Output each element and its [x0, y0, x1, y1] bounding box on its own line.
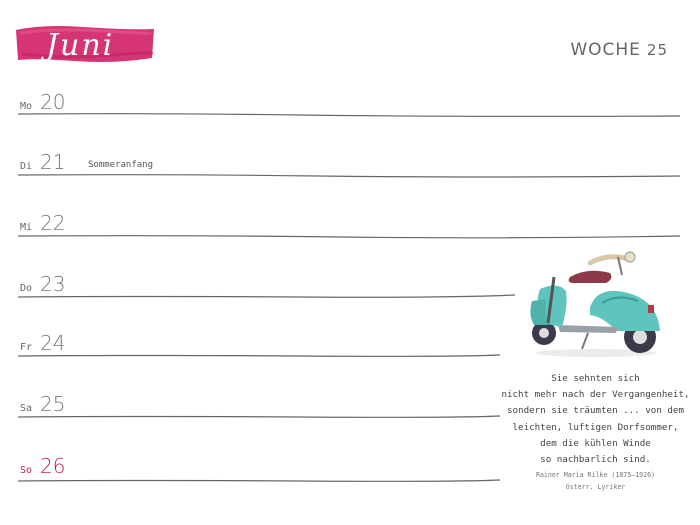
- quote-line: sondern sie träumten ... von dem: [506, 405, 684, 417]
- quote-line: Sie sehnten sich: [551, 373, 640, 384]
- divider-line: [18, 416, 500, 417]
- quote-author-role: österr. Lyriker: [565, 483, 626, 491]
- day-note: Sommeranfang: [88, 160, 154, 170]
- day-abbr: Mo: [20, 101, 33, 112]
- day-abbr: Di: [20, 161, 33, 172]
- divider-line: [18, 355, 500, 356]
- vespa-scooter-illustration: [518, 245, 668, 360]
- divider-line: [18, 295, 515, 297]
- day-number: 22: [40, 211, 66, 235]
- month-title: Juni: [46, 28, 115, 63]
- week-number: 25: [646, 41, 668, 59]
- quote-line: nicht mehr nach der Vergangenheit,: [501, 389, 690, 401]
- day-abbr: Fr: [20, 342, 33, 353]
- week-word: WOCHE: [570, 40, 641, 60]
- quote-line: leichten, luftigen Dorfsommer,: [512, 421, 679, 433]
- day-number: 26: [40, 454, 66, 478]
- quote-line: dem die kühlen Winde: [540, 437, 651, 449]
- day-abbr: Do: [20, 283, 33, 294]
- day-number: 25: [40, 392, 66, 416]
- divider-line: [18, 175, 680, 177]
- quote-author: Rainer Maria Rilke (1875–1926): [535, 471, 656, 479]
- day-number: 24: [40, 331, 66, 355]
- quote-line: so nachbarlich sind.: [540, 454, 651, 466]
- divider-line: [18, 480, 500, 481]
- day-number: 21: [40, 150, 66, 174]
- day-abbr: Mi: [20, 222, 33, 233]
- day-abbr: So: [20, 465, 33, 476]
- day-abbr: Sa: [20, 403, 33, 414]
- quote-text: [493, 371, 698, 468]
- day-number: 20: [40, 90, 66, 114]
- divider-line: [18, 114, 680, 117]
- divider-line: [18, 236, 680, 238]
- day-number: 23: [40, 272, 66, 296]
